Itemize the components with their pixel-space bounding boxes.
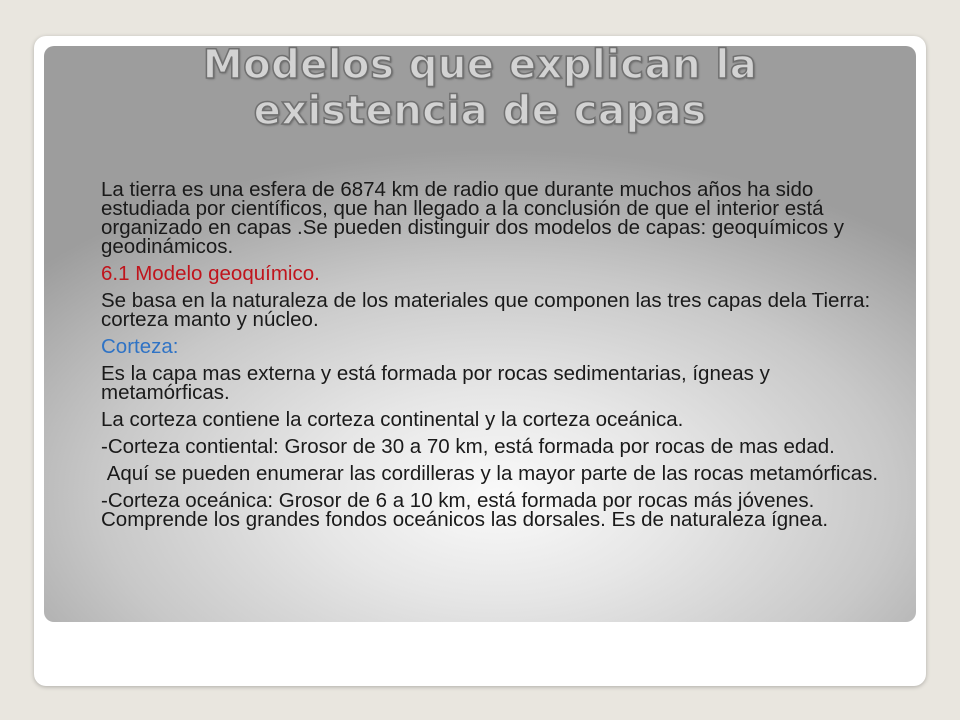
intro-paragraph: La tierra es una esfera de 6874 km de radio que durante muchos años ha sido estudiada por científicos, que han llegado a la conclusión de que el interior está organizado en capas .Se pueden distinguir dos modelos de capas: geoquímicos y geodinámicos. — [101, 178, 845, 258]
geochemical-model-description: Se basa en la naturaleza de los materiales que componen las tres capas dela Tierra: corteza manto y núcleo. — [101, 289, 871, 331]
oceanic-crust-description: -Corteza oceánica: Grosor de 6 a 10 km, está formada por rocas más jóvenes. Comprende los grandes fondos oceánicos las dorsales. Es de naturaleza ígnea. — [101, 489, 829, 531]
slide-title-line-2: existencia de capas — [253, 88, 707, 134]
crust-definition: Es la capa mas externa y está formada por rocas sedimentarias, ígneas y metamórficas. — [101, 362, 770, 404]
slide-title — [44, 42, 916, 134]
continental-crust-description: -Corteza contiental: Grosor de 30 a 70 km, está formada por rocas de mas edad. — [101, 435, 835, 458]
section-heading-geochemical-model: 6.1 Modelo geoquímico. — [101, 262, 320, 285]
subsection-heading-crust: Corteza: — [101, 335, 179, 358]
continental-crust-note: Aquí se pueden enumerar las cordilleras y la mayor parte de las rocas metamórficas. — [101, 462, 879, 485]
crust-types-summary: La corteza contiene la corteza continental y la corteza oceánica. — [101, 408, 684, 431]
slide-body — [101, 180, 891, 537]
slide-title-line-1: Modelos que explican la — [202, 42, 758, 88]
